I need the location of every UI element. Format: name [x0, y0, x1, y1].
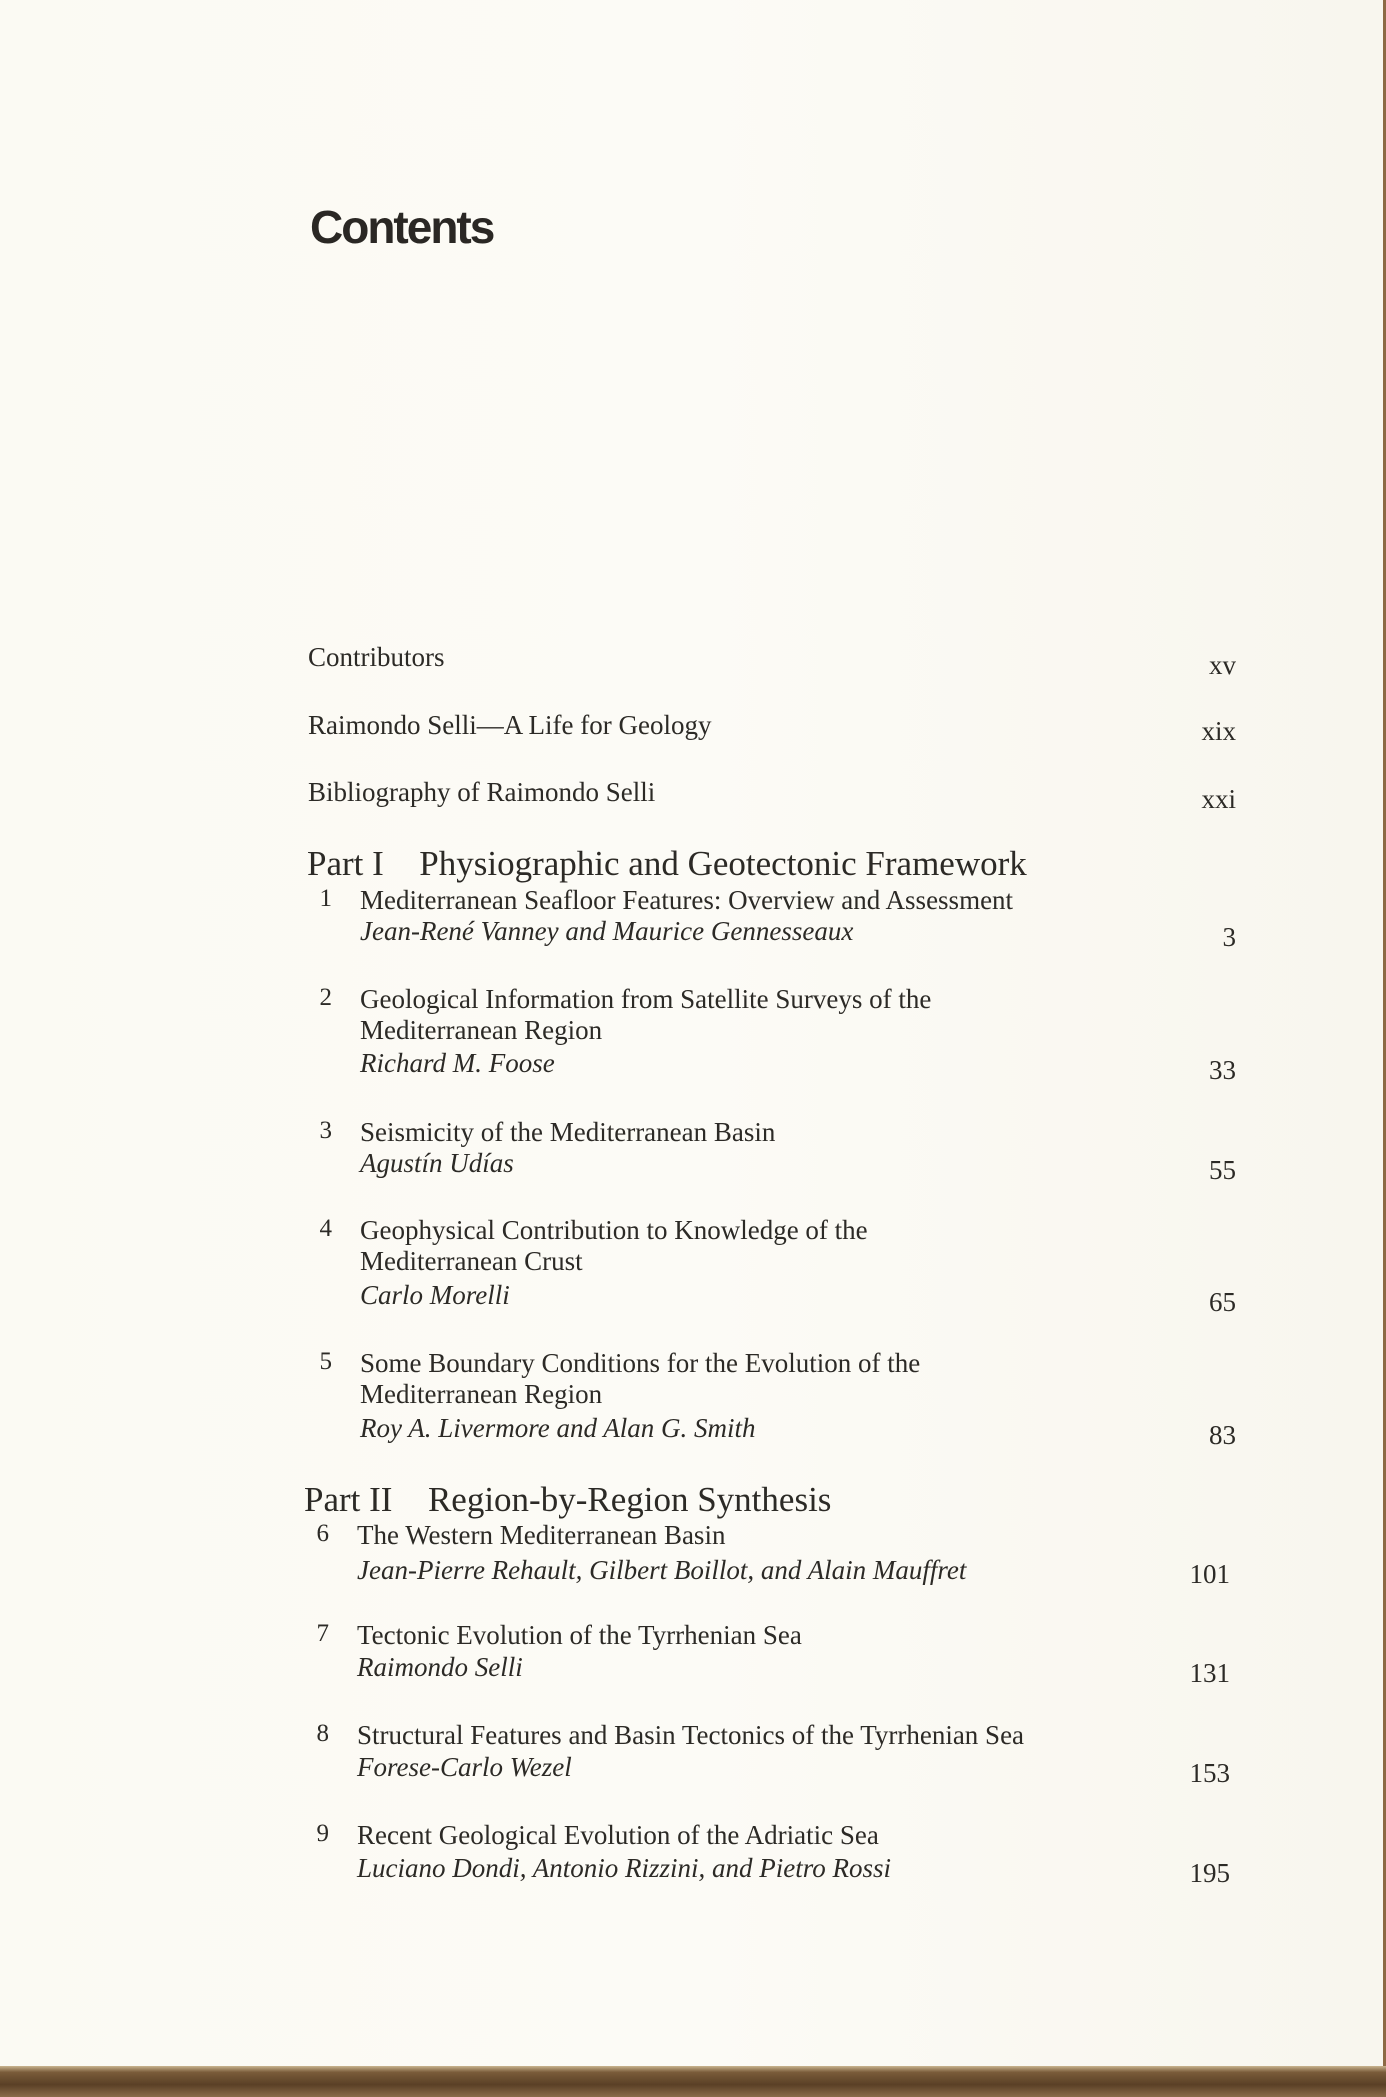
chapter-number: 4	[319, 1215, 332, 1242]
chapter-authors: Luciano Dondi, Antonio Rizzini, and Pietro Rossi	[357, 1853, 892, 1883]
chapter-authors: Forese-Carlo Wezel	[357, 1752, 572, 1782]
chapter-page: 195	[1189, 1858, 1230, 1888]
chapter-authors: Richard M. Foose	[360, 1048, 555, 1078]
chapter-authors: Agustín Udías	[360, 1148, 514, 1178]
chapter-title: Structural Features and Basin Tectonics of the Tyrrhenian Sea	[357, 1720, 1025, 1750]
chapter-page: 3	[1222, 922, 1236, 952]
part-heading	[304, 1481, 831, 1519]
chapter-page: 101	[1189, 1559, 1230, 1589]
chapter-title: Some Boundary Conditions for the Evolution of the	[360, 1348, 921, 1378]
chapter-number: 6	[316, 1520, 329, 1547]
chapter-title: Mediterranean Seafloor Features: Overview and Assessment	[360, 885, 1014, 915]
chapter-authors: Roy A. Livermore and Alan G. Smith	[360, 1413, 756, 1443]
chapter-page: 83	[1209, 1420, 1236, 1450]
chapter-title: Mediterranean Region	[360, 1379, 603, 1409]
book-cover-edge	[0, 2066, 1386, 2097]
chapter-title: Geophysical Contribution to Knowledge of the	[360, 1215, 868, 1245]
chapter-title: Mediterranean Crust	[360, 1246, 583, 1276]
chapter-title: Seismicity of the Mediterranean Basin	[360, 1117, 776, 1147]
chapter-number: 9	[316, 1820, 329, 1847]
chapter-number: 3	[319, 1117, 332, 1144]
chapter-page: 33	[1209, 1055, 1236, 1085]
toc-entry-page: xix	[1201, 716, 1236, 746]
chapter-number: 5	[319, 1348, 332, 1375]
part-title: Physiographic and Geotectonic Framework	[419, 844, 1027, 883]
chapter-authors: Jean-Pierre Rehault, Gilbert Boillot, and Alain Mauffret	[357, 1555, 967, 1585]
part-title: Region-by-Region Synthesis	[427, 1480, 832, 1519]
chapter-number: 2	[319, 984, 332, 1011]
chapter-authors: Jean-René Vanney and Maurice Gennesseaux	[360, 916, 854, 946]
chapter-title: Recent Geological Evolution of the Adriatic Sea	[357, 1820, 879, 1850]
toc-entry-title: Bibliography of Raimondo Selli	[308, 777, 656, 807]
toc-entry-page: xv	[1209, 650, 1236, 680]
chapter-authors: Raimondo Selli	[357, 1652, 523, 1682]
part-heading	[307, 845, 1027, 883]
chapter-title: Geological Information from Satellite Surveys of the	[360, 984, 932, 1014]
part-label: Part I	[307, 844, 384, 883]
chapter-authors: Carlo Morelli	[360, 1280, 510, 1310]
chapter-number: 8	[316, 1720, 329, 1747]
chapter-number: 7	[316, 1620, 329, 1647]
chapter-number: 1	[319, 885, 332, 912]
chapter-title: Tectonic Evolution of the Tyrrhenian Sea	[357, 1620, 802, 1650]
part-label: Part II	[304, 1480, 393, 1519]
toc-entry-page: xxi	[1201, 784, 1236, 814]
chapter-page: 153	[1189, 1758, 1230, 1788]
chapter-page: 65	[1209, 1287, 1236, 1317]
page-title: Contents	[310, 201, 494, 253]
chapter-title: The Western Mediterranean Basin	[357, 1520, 726, 1550]
chapter-page: 55	[1209, 1155, 1236, 1185]
toc-entry-title: Raimondo Selli—A Life for Geology	[308, 710, 712, 740]
toc-entry-title: Contributors	[308, 642, 445, 672]
chapter-title: Mediterranean Region	[360, 1015, 603, 1045]
chapter-page: 131	[1189, 1658, 1230, 1688]
